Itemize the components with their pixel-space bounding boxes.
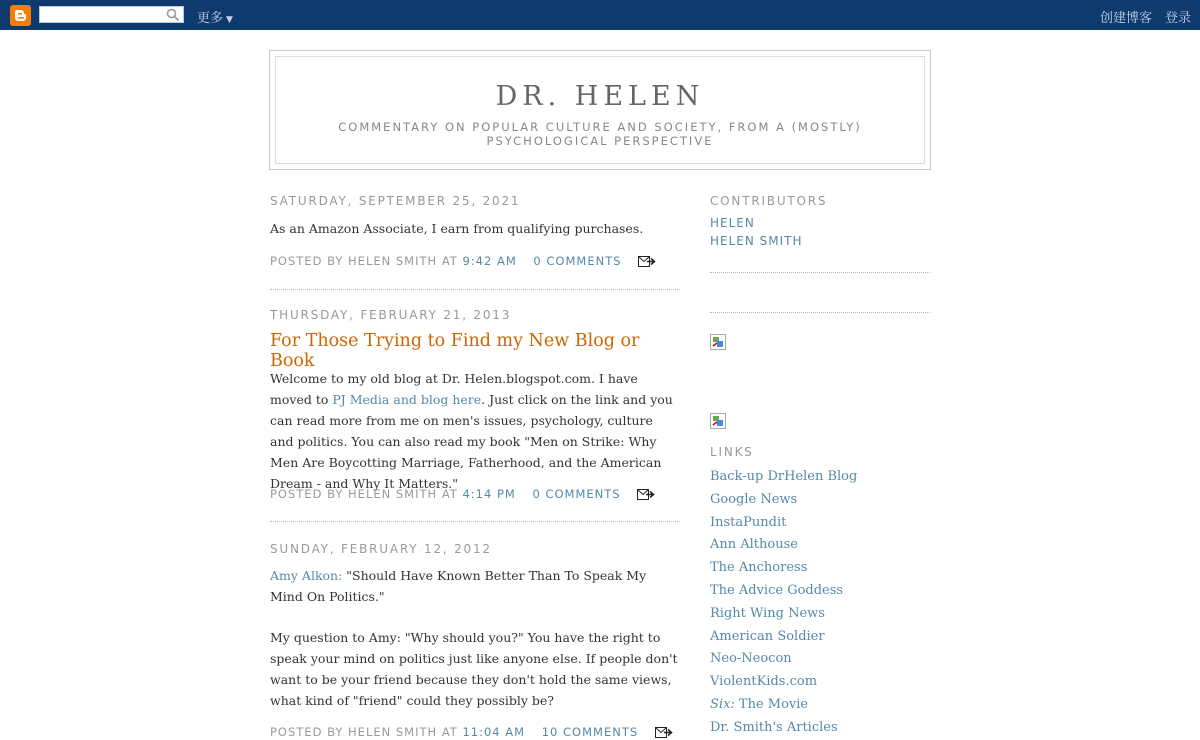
sidebar-link[interactable]: The Anchoress bbox=[710, 560, 808, 576]
links-list bbox=[710, 466, 930, 740]
post-body bbox=[270, 565, 680, 607]
contributors-list bbox=[710, 214, 803, 250]
post-time-link[interactable]: 11:04 AM bbox=[462, 725, 526, 739]
pj-media-link[interactable]: PJ Media and blog here bbox=[332, 392, 482, 407]
more-label: 更多 bbox=[197, 11, 224, 26]
post-text: . Just click on the link and you can read more from me on men's issues, psychology, culture and politics. You can also read my book "Men on Strike: Why Men Are Boycotting Marriage, Fatherhood, and the American Dream - and Why It Matters." bbox=[270, 392, 673, 491]
blogger-logo-icon[interactable] bbox=[10, 5, 31, 26]
post-body bbox=[270, 368, 680, 494]
post-title[interactable]: For Those Trying to Find my New Blog or Book bbox=[270, 331, 640, 371]
sidebar-link[interactable]: The Advice Goddess bbox=[710, 582, 844, 598]
post-author: POSTED BY HELEN SMITH AT bbox=[270, 487, 458, 501]
chevron-down-icon: ▼ bbox=[226, 15, 233, 25]
sidebar-divider bbox=[710, 272, 930, 273]
contributors-heading: CONTRIBUTORS bbox=[710, 194, 828, 208]
blog-description: COMMENTARY ON POPULAR CULTURE AND SOCIETY, FROM A (MOSTLY) PSYCHOLOGICAL PERSPECTIVE bbox=[338, 120, 862, 148]
sidebar-link[interactable]: Dr. Smith's Articles bbox=[710, 719, 838, 735]
post-divider bbox=[270, 521, 680, 522]
broken-image-icon[interactable] bbox=[710, 413, 726, 429]
six-label: Six: bbox=[710, 696, 735, 712]
post-footer bbox=[270, 254, 680, 268]
contributor-link[interactable]: HELEN SMITH bbox=[710, 234, 803, 248]
post-date: SUNDAY, FEBRUARY 12, 2012 bbox=[270, 542, 492, 556]
comments-link[interactable]: 10 COMMENTS bbox=[541, 725, 639, 739]
sidebar-link[interactable]: Google News bbox=[710, 491, 798, 507]
contributor-link[interactable]: HELEN bbox=[710, 216, 755, 230]
post-date: THURSDAY, FEBRUARY 21, 2013 bbox=[270, 308, 512, 322]
create-blog-link[interactable]: 创建博客 bbox=[1100, 11, 1153, 26]
post-text: "Should Have Known Better Than To Speak My Mind On Politics." bbox=[270, 568, 647, 604]
sidebar-link[interactable]: InstaPundit bbox=[710, 514, 787, 530]
blog-header bbox=[269, 50, 931, 170]
comments-link[interactable]: 0 COMMENTS bbox=[533, 254, 622, 268]
post-text: Welcome to my old blog at Dr. Helen.blogspot.com. I have moved to bbox=[270, 371, 638, 407]
more-menu[interactable] bbox=[197, 7, 233, 26]
post-author: POSTED BY HELEN SMITH AT bbox=[270, 725, 458, 739]
login-link[interactable]: 登录 bbox=[1165, 11, 1192, 26]
post-time-link[interactable]: 9:42 AM bbox=[462, 254, 517, 268]
post-footer bbox=[270, 725, 680, 739]
sidebar-link[interactable]: Right Wing News bbox=[710, 605, 825, 621]
email-post-icon[interactable] bbox=[655, 726, 673, 739]
sidebar-link[interactable]: Ann Althouse bbox=[710, 537, 798, 553]
search-input[interactable] bbox=[40, 11, 166, 26]
search-icon[interactable] bbox=[166, 8, 180, 22]
post-date: SATURDAY, SEPTEMBER 25, 2021 bbox=[270, 194, 521, 208]
sidebar-divider bbox=[710, 312, 930, 313]
email-post-icon[interactable] bbox=[637, 488, 655, 501]
six-movie-label: The Movie bbox=[734, 696, 809, 712]
email-post-icon[interactable] bbox=[638, 255, 656, 268]
navbar bbox=[0, 0, 1200, 30]
post-time-link[interactable]: 4:14 PM bbox=[462, 487, 516, 501]
sidebar-link[interactable]: American Soldier bbox=[710, 628, 825, 644]
links-heading: LINKS bbox=[710, 445, 754, 459]
sidebar-link[interactable]: Back-up DrHelen Blog bbox=[710, 469, 858, 484]
post-body: My question to Amy: "Why should you?" You have the right to speak your mind on politics just like anyone else. If people don't want to be your friend because they don't hold the same views, what kind of "friend" could they possibly be? bbox=[270, 630, 678, 708]
search-box[interactable] bbox=[39, 6, 184, 23]
broken-image-icon[interactable] bbox=[710, 334, 726, 350]
sidebar-link[interactable]: ViolentKids.com bbox=[710, 674, 818, 690]
post-author: POSTED BY HELEN SMITH AT bbox=[270, 254, 458, 268]
post-body: As an Amazon Associate, I earn from qualifying purchases. bbox=[270, 221, 644, 236]
blog-title[interactable]: DR. HELEN bbox=[495, 81, 705, 112]
post-divider bbox=[270, 289, 680, 290]
six-movie-link[interactable] bbox=[710, 694, 930, 717]
post-footer bbox=[270, 487, 680, 501]
amy-alkon-link[interactable]: Amy Alkon: bbox=[270, 568, 343, 583]
sidebar-link[interactable]: Neo-Neocon bbox=[710, 651, 792, 667]
comments-link[interactable]: 0 COMMENTS bbox=[532, 487, 621, 501]
